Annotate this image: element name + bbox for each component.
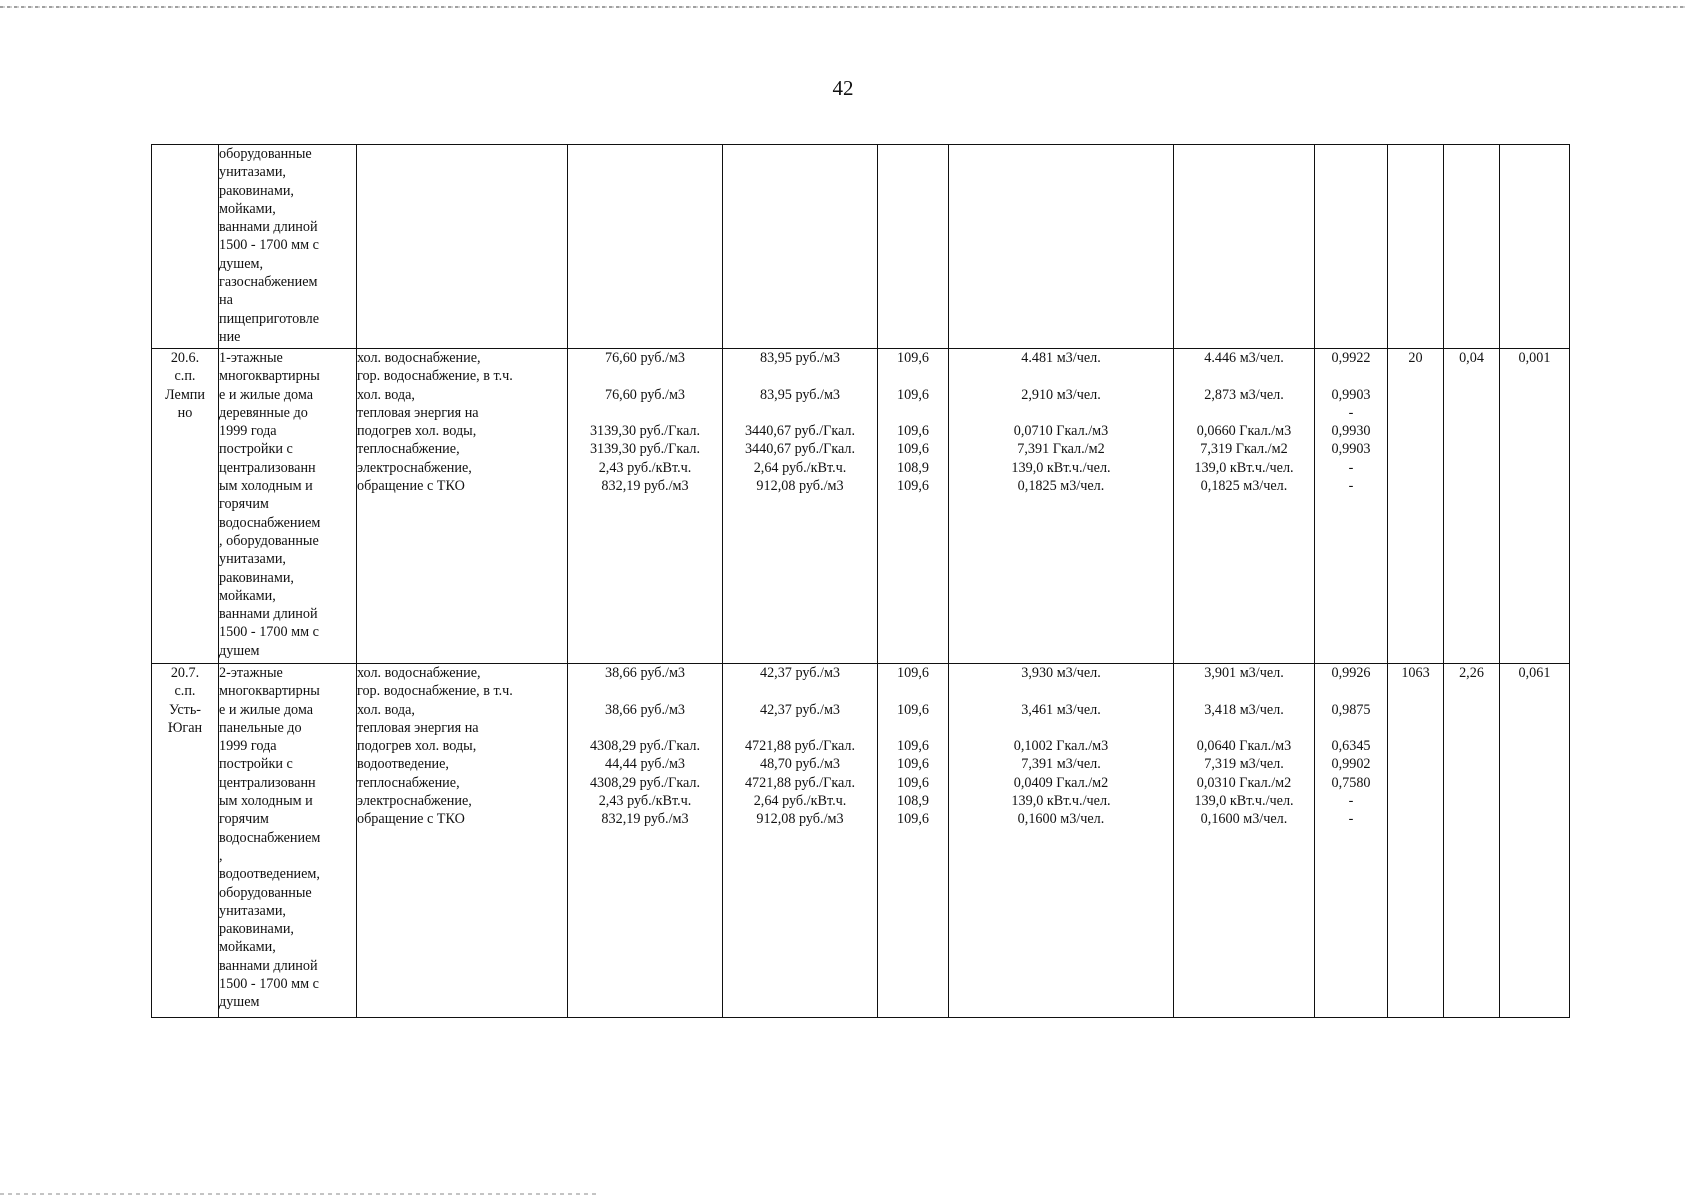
cell-line: 44,44 руб./м3 [604,756,686,773]
cell-line: 0,1825 м3/чел. [1200,478,1288,495]
cell-line: мойками, [219,939,276,956]
cell-line: 1999 года [219,738,277,755]
cell-line: 139,0 кВт.ч./чел. [1011,459,1111,476]
tariff-new-cell [723,349,878,664]
cell-line: 0,9930 [1331,423,1371,440]
cell-line: душем [219,994,260,1011]
cell-line: 0,0409 Гкал./м2 [1013,774,1109,791]
index-cell [878,145,949,349]
cell-line [949,404,1173,422]
cell-line: пищеприготовле [219,310,320,327]
cell-line: горячим [219,811,269,828]
cell-line: ваннами длиной [219,606,318,623]
cell-line: 1999 года [219,423,277,440]
cell-line: раковинами, [219,182,294,199]
cell-line: 2,43 руб./кВт.ч. [598,793,692,810]
cell-line: 0,0710 Гкал./м3 [1013,423,1109,440]
cell-line: хол. вода, [357,701,415,718]
cell-line: унитазами, [219,164,286,181]
percent-1-cell: 0,04 [1444,349,1500,664]
cell-line: водоотведением, [219,866,320,883]
cell-line [723,682,877,700]
table-row [152,349,1570,664]
coefficient-cell [1315,664,1388,1018]
cell-line: 4.446 м3/чел. [1204,350,1284,366]
cell-line: мойками, [219,200,276,217]
percent-1-cell [1444,145,1500,349]
cell-line: подогрев хол. воды, [357,738,477,755]
cell-line: 109,6 [897,756,929,773]
cell-line: постройки с [219,756,293,773]
cell-line: 76,60 руб./м3 [604,386,686,403]
cell-line: 832,19 руб./м3 [601,811,689,828]
cell-line: 76,60 руб./м3 [604,350,686,366]
cell-line [568,404,722,422]
cell-line [878,682,948,700]
table-row [152,664,1570,1018]
row-number-cell [152,664,219,1018]
percent-1-cell: 2,26 [1444,664,1500,1018]
tariff-old-cell [568,145,723,349]
cell-line: 109,6 [897,774,929,791]
cell-line: панельные до [219,719,302,736]
cell-line: ние [219,328,241,345]
cell-line [1315,682,1387,700]
cell-line: 3,461 м3/чел. [1021,701,1101,718]
cell-line [878,719,948,737]
cell-line: 0,9903 [1331,386,1371,403]
cell-line: 0,1600 м3/чел. [1017,811,1105,828]
cell-line: на [219,292,233,309]
cell-line: 3139,30 руб./Гкал. [589,441,701,458]
norm-new-cell [1174,664,1315,1018]
cell-line: 2,910 м3/чел. [1021,386,1101,403]
cell-line: , оборудованные [219,532,319,549]
cell-line: - [1348,811,1354,828]
cell-line [1174,682,1314,700]
cell-line: раковинами, [219,921,294,938]
scan-edge-top [0,6,1686,8]
norm-old-cell [949,664,1174,1018]
cell-line [568,682,722,700]
cell-line [1315,367,1387,385]
cell-line: 2,43 руб./кВт.ч. [598,459,692,476]
cell-line: 0,0640 Гкал./м3 [1196,738,1292,755]
index-cell [878,349,949,664]
table-row [152,145,1570,349]
cell-line: 109,6 [897,423,929,440]
cell-line: ваннами длиной [219,219,318,236]
cell-line: 0,1600 м3/чел. [1200,811,1288,828]
cell-line [949,367,1173,385]
cell-line: 7,391 Гкал./м2 [1017,441,1105,458]
cell-line: 139,0 кВт.ч./чел. [1194,793,1294,810]
cell-line: 0,1825 м3/чел. [1017,478,1105,495]
cell-line: 1500 - 1700 мм с [219,976,319,993]
cell-line: унитазами, [219,902,286,919]
services-cell [357,664,568,1018]
coefficient-cell [1315,145,1388,349]
cell-line [568,719,722,737]
norm-old-cell [949,145,1174,349]
cell-line [723,404,877,422]
cell-line: водоотведение, [357,756,449,773]
cell-line: газоснабжением [219,274,318,291]
cell-line: 2-этажные [219,665,283,681]
cell-line: 20.7. [170,665,200,681]
cell-line: 109,6 [897,811,929,828]
building-type-cell [219,145,357,349]
cell-line: 42,37 руб./м3 [759,665,841,681]
cell-line: , [219,847,223,864]
scan-edge-bottom [0,1193,600,1195]
cell-line: 83,95 руб./м3 [759,350,841,366]
cell-line: подогрев хол. воды, [357,423,477,440]
norm-old-cell [949,349,1174,664]
cell-line: 4.481 м3/чел. [1021,350,1101,366]
cell-line: 38,66 руб./м3 [604,665,686,681]
percent-2-cell [1500,145,1570,349]
cell-line: 42,37 руб./м3 [759,701,841,718]
cell-line: гор. водоснабжение, в т.ч. [357,683,513,700]
cell-line: 0,6345 [1331,738,1371,755]
cell-line: Лемпи [165,386,205,403]
cell-line: 108,9 [897,793,929,810]
cell-line: с.п. [174,683,196,700]
cell-line: 108,9 [897,459,929,476]
cell-line: 20.6. [170,350,200,366]
cell-line: деревянные до [219,404,308,421]
tariff-old-cell [568,664,723,1018]
cell-line: 1500 - 1700 мм с [219,624,319,641]
cell-line: 83,95 руб./м3 [759,386,841,403]
count-cell: 20 [1388,349,1444,664]
count-cell [1388,145,1444,349]
cell-line: водоснабжением [219,829,321,846]
services-cell [357,349,568,664]
cell-line [1315,719,1387,737]
cell-line: гор. водоснабжение, в т.ч. [357,368,513,385]
cell-line: хол. водоснабжение, [357,665,481,681]
cell-line [1174,404,1314,422]
cell-line: 912,08 руб./м3 [756,478,844,495]
cell-line: хол. вода, [357,386,415,403]
cell-line: теплоснабжение, [357,441,460,458]
cell-line: хол. водоснабжение, [357,350,481,366]
cell-line [723,367,877,385]
table-body [152,145,1570,1018]
cell-line: унитазами, [219,551,286,568]
cell-line: 0,9902 [1331,756,1371,773]
cell-line: 0,9875 [1331,701,1371,718]
cell-line: 0,7580 [1331,774,1371,791]
row-number-cell [152,145,219,349]
cell-line: оборудованные [219,146,312,162]
cell-line [723,719,877,737]
cell-line [878,367,948,385]
cell-line: 139,0 кВт.ч./чел. [1011,793,1111,810]
cell-line: 0,0660 Гкал./м3 [1196,423,1292,440]
cell-line: 1-этажные [219,350,283,366]
cell-line [878,404,948,422]
cell-line: 4721,88 руб./Гкал. [744,774,856,791]
building-type-cell [219,349,357,664]
cell-line: 139,0 кВт.ч./чел. [1194,459,1294,476]
cell-line: централизованн [219,459,316,476]
cell-line: 109,6 [897,701,929,718]
cell-line: 2,64 руб./кВт.ч. [753,793,847,810]
count-cell: 1063 [1388,664,1444,1018]
cell-line: - [1348,404,1354,421]
cell-line: 912,08 руб./м3 [756,811,844,828]
cell-line: душем, [219,255,264,272]
cell-line [1174,719,1314,737]
cell-line: 3,930 м3/чел. [1021,665,1101,681]
norm-new-cell [1174,349,1315,664]
cell-line: 109,6 [897,738,929,755]
cell-line: 3440,67 руб./Гкал. [744,423,856,440]
cell-line: 109,6 [897,441,929,458]
tariff-new-cell [723,145,878,349]
cell-line: Юган [167,719,203,736]
cell-line: 2,64 руб./кВт.ч. [753,459,847,476]
cell-line: теплоснабжение, [357,774,460,791]
cell-line: 0,1002 Гкал./м3 [1013,738,1109,755]
cell-line [1174,367,1314,385]
cell-line: тепловая энергия на [357,404,479,421]
cell-line: - [1348,459,1354,476]
page-number: 42 [832,76,854,100]
cell-line: горячим [219,496,269,513]
percent-2-cell: 0,001 [1500,349,1570,664]
cell-line: обращение с ТКО [357,811,465,828]
coefficient-cell [1315,349,1388,664]
cell-line: 0,9926 [1331,665,1371,681]
cell-line: ым холодным и [219,793,313,810]
cell-line: 1500 - 1700 мм с [219,237,319,254]
cell-line: 4308,29 руб./Гкал. [589,774,701,791]
cell-line: ваннами длиной [219,957,318,974]
tariff-table [151,144,1570,1018]
cell-line: е и жилые дома [219,701,314,718]
cell-line: 4308,29 руб./Гкал. [589,738,701,755]
cell-line: душем [219,642,260,659]
cell-line: - [1348,478,1354,495]
cell-line: 3139,30 руб./Гкал. [589,423,701,440]
cell-line: 4721,88 руб./Гкал. [744,738,856,755]
cell-line: 7,319 Гкал./м2 [1200,441,1288,458]
cell-line: 38,66 руб./м3 [604,701,686,718]
cell-line [949,682,1173,700]
cell-line: 3,418 м3/чел. [1204,701,1284,718]
norm-new-cell [1174,145,1315,349]
cell-line: 832,19 руб./м3 [601,478,689,495]
cell-line: 109,6 [897,478,929,495]
percent-2-cell: 0,061 [1500,664,1570,1018]
cell-line: е и жилые дома [219,386,314,403]
tariff-new-cell [723,664,878,1018]
cell-line: 109,6 [897,665,929,681]
cell-line: раковинами, [219,569,294,586]
cell-line: постройки с [219,441,293,458]
cell-line: многоквартирны [219,368,320,385]
cell-line: многоквартирны [219,683,320,700]
cell-line: 0,9903 [1331,441,1371,458]
cell-line: 7,391 м3/чел. [1021,756,1101,773]
cell-line [568,367,722,385]
cell-line: централизованн [219,774,316,791]
cell-line: 3,901 м3/чел. [1204,665,1284,681]
index-cell [878,664,949,1018]
cell-line: с.п. [174,368,196,385]
cell-line: тепловая энергия на [357,719,479,736]
cell-line: 2,873 м3/чел. [1204,386,1284,403]
cell-line: 7,319 м3/чел. [1204,756,1284,773]
tariff-old-cell [568,349,723,664]
cell-line: 48,70 руб./м3 [759,756,841,773]
cell-line: - [1348,793,1354,810]
cell-line: электроснабжение, [357,793,472,810]
cell-line: мойками, [219,587,276,604]
cell-line: электроснабжение, [357,459,472,476]
cell-line: оборудованные [219,884,312,901]
cell-line: 0,0310 Гкал./м2 [1196,774,1292,791]
cell-line: 109,6 [897,386,929,403]
cell-line [949,719,1173,737]
cell-line: 0,9922 [1331,350,1371,366]
cell-line: Усть- [168,701,202,718]
cell-line: водоснабжением [219,514,321,531]
cell-line: но [177,404,193,421]
building-type-cell [219,664,357,1018]
cell-line: ым холодным и [219,478,313,495]
cell-line: 109,6 [897,350,929,366]
cell-line: 3440,67 руб./Гкал. [744,441,856,458]
row-number-cell [152,349,219,664]
cell-line: обращение с ТКО [357,478,465,495]
services-cell [357,145,568,349]
